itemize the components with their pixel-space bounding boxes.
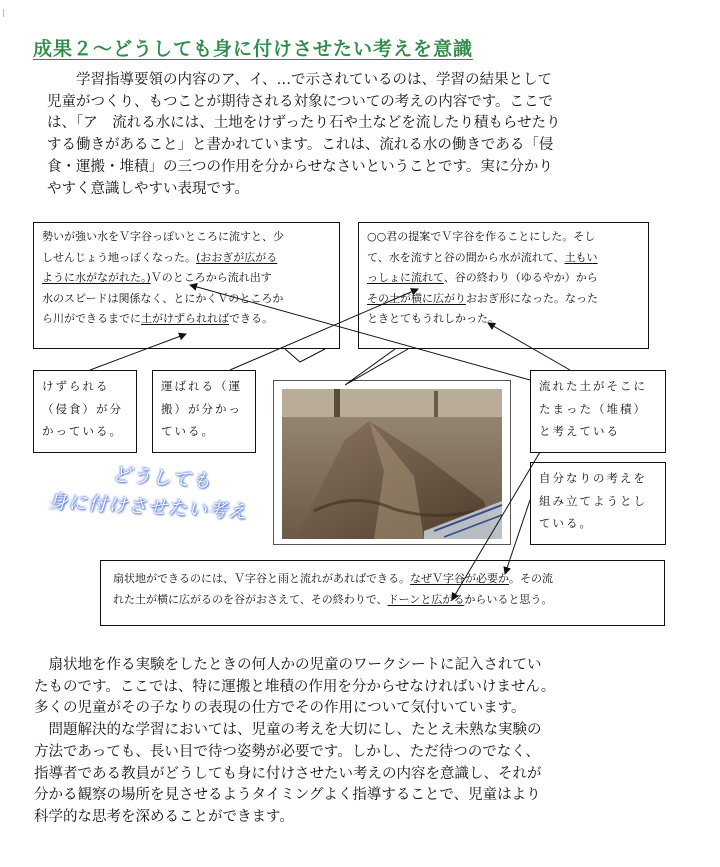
box-text: 自分なりの考えを <box>539 471 647 485</box>
box-text: 組み立てようとし <box>539 493 647 508</box>
intro-line: 食・運搬・堆積」の三つの作用を分からせなさいということです。実に分かり <box>47 158 553 175</box>
box-text: （侵食）が分 <box>42 401 123 416</box>
box-text: ている。 <box>539 516 593 530</box>
underlined-text: なぜＶ字谷が必要か <box>410 572 509 585</box>
box-text: れた土が横に広がるのを谷がおさえて、その終わりで、 <box>113 592 388 606</box>
slogan-line-1: どうしても <box>111 463 213 493</box>
closing-line: 問題解決的な学習においては、児童の考えを大切にし、たとえ未熟な実験の <box>34 722 542 739</box>
page-title: 成果２～どうしても身に付けさせたい考えを意識 <box>33 38 474 60</box>
box-line <box>367 268 640 289</box>
box-text: できる。 <box>229 312 273 325</box>
box-text: Ｖのところから流れ出す <box>150 271 272 284</box>
box-text: たまった（堆積） <box>539 401 647 416</box>
box-text: ている。 <box>161 424 215 438</box>
box-text: ら川ができるまでに <box>42 312 141 325</box>
observation-box-2 <box>358 222 649 349</box>
callout-pointer <box>285 349 325 362</box>
closing-line: 分かる観察の場所を見させるようタイミングよく指導することで、児童はより <box>34 787 541 804</box>
box-text: 。その流 <box>509 572 553 585</box>
closing-paragraph <box>34 655 694 829</box>
underlined-text: 土もい <box>564 250 598 264</box>
box-text: からいると思う。 <box>464 592 553 606</box>
underlined-text: その土が横に広がり <box>367 291 466 305</box>
annotation-own-idea <box>530 462 666 545</box>
annotation-deposition <box>530 370 666 453</box>
intro-line: やすく意識しやすい表現です。 <box>47 180 249 197</box>
closing-line: たものです。ここでは、特に運搬と堆積の作用を分からせなければいけません。 <box>34 678 556 695</box>
closing-line: 指導者である教員がどうしても身に付けさせたい考えの内容を意識し、それが <box>34 765 542 782</box>
box-text: て、水を流すと谷の間から水が流れて、 <box>367 250 565 264</box>
intro-line: する働きがあること」と書かれています。これは、流れる水の働きである「侵 <box>47 137 554 154</box>
box-line <box>42 309 331 330</box>
box-text: 運ばれる（運 <box>161 379 242 393</box>
underlined-text: 土がけずられれば <box>141 312 229 325</box>
box-text: けずられる <box>42 379 110 393</box>
observation-box-3 <box>100 560 665 626</box>
box-line <box>42 248 331 269</box>
box-text: 水のスピードは関係なく、とにかくＶのところか <box>42 291 284 305</box>
slogan-line-2: 身に付けさせたい考え <box>47 490 249 524</box>
box-text: ときとてもうれしかった。 <box>367 312 499 325</box>
box-text: 扇状地ができるのには、Ｖ字谷と雨と流れがあればできる。 <box>113 572 410 585</box>
corner-mark: | <box>2 8 5 17</box>
box-text: かっている。 <box>42 424 123 438</box>
closing-line: 方法であっても、長い目で待つ姿勢が必要です。しかし、ただ待つのでなく、 <box>34 743 540 760</box>
intro-line: 児童がつくり、もつことが期待される対象についての考えの内容です。ここで <box>47 93 554 110</box>
closing-line: 多くの児童がその子なりの表現の仕方でその作用について気付いています。 <box>34 700 526 717</box>
closing-line: 扇状地を作る実験をしたときの何人かの児童のワークシートに記入されてい <box>34 657 542 673</box>
box-line <box>367 248 640 269</box>
box-text: 勢いが強い水をＶ字谷っぽいところに流すと、少 <box>42 230 284 243</box>
box-line <box>113 569 656 590</box>
box-text: 、谷の終わり（ゆるやか）から <box>443 271 598 284</box>
box-text: しせんじょう地っぽくなった。 <box>42 250 196 264</box>
underlined-text: (おおぎが広がる <box>196 250 278 264</box>
intro-line: は、「ア 流れる水には、土地をけずったり石や土などを流したり積もらせたり <box>47 115 561 132</box>
box-text: 流れた土がそこに <box>539 379 647 393</box>
box-text: と考えている <box>539 424 620 438</box>
underlined-text: ように水がながれた。) <box>42 271 151 284</box>
closing-line: 科学的な思考を深めることができます。 <box>34 808 294 825</box>
box-text: ○○君の提案でＶ字谷を作ることにした。そし <box>367 230 596 243</box>
intro-line: 学習指導要領の内容のア、イ、…で示されているのは、学習の結果として <box>47 72 553 88</box>
underlined-text: っしょに流れて <box>367 271 444 284</box>
box-text: おおぎ形になった。なった <box>466 291 598 305</box>
observation-box-1 <box>33 222 340 349</box>
experiment-photo <box>273 380 511 545</box>
intro-paragraph <box>47 70 687 200</box>
box-line <box>367 289 640 310</box>
underlined-text: ドーンと広がる <box>387 592 465 606</box>
sediment-photo-image <box>274 381 510 544</box>
annotation-transport <box>152 370 256 453</box>
box-text: 搬）が分かっ <box>161 401 242 416</box>
box-line <box>42 268 331 289</box>
annotation-erosion <box>33 370 137 453</box>
box-line <box>113 590 656 611</box>
